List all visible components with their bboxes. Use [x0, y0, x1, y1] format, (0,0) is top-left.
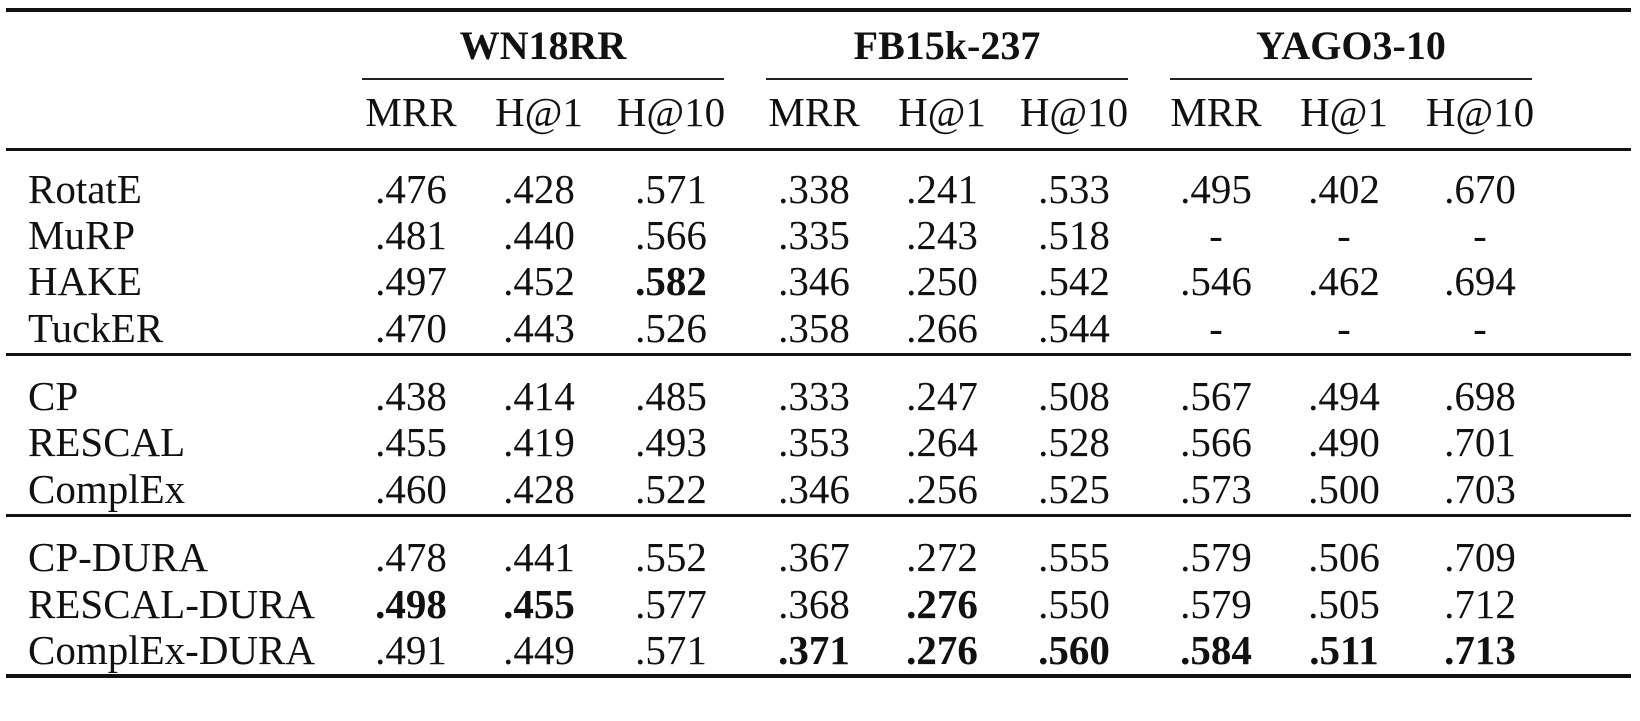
- table-cell: .522: [635, 466, 707, 512]
- table-cell: .526: [635, 305, 707, 351]
- metric-header: H@1: [1300, 89, 1388, 135]
- model-name: ComplEx-DURA: [28, 627, 315, 673]
- dataset-underline: [766, 78, 1128, 80]
- table-cell: .528: [1038, 419, 1110, 465]
- table-cell: .440: [503, 212, 575, 258]
- table-cell: .490: [1308, 419, 1380, 465]
- table-cell: .571: [635, 627, 707, 673]
- table-cell: .712: [1444, 581, 1516, 627]
- table-cell: .508: [1038, 373, 1110, 419]
- dataset-underline: [362, 78, 724, 80]
- metric-header: H@10: [1019, 89, 1129, 135]
- table-cell: .481: [375, 212, 447, 258]
- table-cell: .441: [503, 534, 575, 580]
- table-cell: -: [1337, 212, 1351, 258]
- table-cell: -: [1209, 212, 1223, 258]
- table-cell: .333: [778, 373, 850, 419]
- table-cell: .703: [1444, 466, 1516, 512]
- table-cell: .566: [635, 212, 707, 258]
- table-cell: .579: [1180, 581, 1252, 627]
- table-cell: .264: [906, 419, 978, 465]
- table-cell: .470: [375, 305, 447, 351]
- table-rule-2: [6, 353, 1631, 356]
- table-cell: .346: [778, 466, 850, 512]
- table-cell: .579: [1180, 534, 1252, 580]
- table-cell: .485: [635, 373, 707, 419]
- table-cell: .455: [503, 581, 575, 627]
- table-rule-4: [6, 674, 1631, 678]
- table-cell: .571: [635, 166, 707, 212]
- table-cell: .694: [1444, 258, 1516, 304]
- table-cell: .452: [503, 258, 575, 304]
- table-cell: .701: [1444, 419, 1516, 465]
- table-cell: .367: [778, 534, 850, 580]
- table-cell: .518: [1038, 212, 1110, 258]
- table-cell: .476: [375, 166, 447, 212]
- dataset-header: FB15k-237: [853, 23, 1041, 68]
- table-cell: .491: [375, 627, 447, 673]
- model-name: CP: [28, 373, 79, 419]
- table-cell: .250: [906, 258, 978, 304]
- table-cell: .247: [906, 373, 978, 419]
- table-cell: .495: [1180, 166, 1252, 212]
- table-cell: .371: [778, 627, 850, 673]
- dataset-header: WN18RR: [459, 23, 627, 68]
- table-cell: .241: [906, 166, 978, 212]
- table-cell: .276: [906, 581, 978, 627]
- model-name: CP-DURA: [28, 534, 208, 580]
- table-cell: .552: [635, 534, 707, 580]
- table-cell: .276: [906, 627, 978, 673]
- metric-header: H@10: [1425, 89, 1535, 135]
- metric-header: H@1: [898, 89, 986, 135]
- table-cell: .584: [1180, 627, 1252, 673]
- table-cell: .533: [1038, 166, 1110, 212]
- metric-header: MRR: [1170, 89, 1262, 135]
- table-cell: .577: [635, 581, 707, 627]
- table-cell: .346: [778, 258, 850, 304]
- table-cell: .256: [906, 466, 978, 512]
- table-cell: .462: [1308, 258, 1380, 304]
- table-cell: .567: [1180, 373, 1252, 419]
- model-name: RotatE: [28, 166, 142, 212]
- table-cell: .560: [1038, 627, 1110, 673]
- table-cell: .428: [503, 166, 575, 212]
- table-cell: .419: [503, 419, 575, 465]
- table-rule-0: [6, 8, 1631, 12]
- table-cell: .698: [1444, 373, 1516, 419]
- table-cell: .497: [375, 258, 447, 304]
- table-cell: -: [1473, 212, 1487, 258]
- model-name: MuRP: [28, 212, 136, 258]
- table-cell: .500: [1308, 466, 1380, 512]
- table-cell: .358: [778, 305, 850, 351]
- table-cell: .506: [1308, 534, 1380, 580]
- table-cell: .542: [1038, 258, 1110, 304]
- dataset-header: YAGO3-10: [1256, 23, 1446, 68]
- table-cell: .368: [778, 581, 850, 627]
- table-cell: -: [1473, 305, 1487, 351]
- table-cell: -: [1337, 305, 1351, 351]
- table-cell: .555: [1038, 534, 1110, 580]
- table-cell: .670: [1444, 166, 1516, 212]
- table-cell: .550: [1038, 581, 1110, 627]
- metric-header: H@10: [616, 89, 726, 135]
- dataset-underline: [1170, 78, 1532, 80]
- table-cell: .493: [635, 419, 707, 465]
- model-name: RESCAL: [28, 419, 186, 465]
- table-cell: .709: [1444, 534, 1516, 580]
- table-cell: .573: [1180, 466, 1252, 512]
- table-rule-1: [6, 148, 1631, 151]
- table-cell: .335: [778, 212, 850, 258]
- table-cell: .428: [503, 466, 575, 512]
- table-cell: .460: [375, 466, 447, 512]
- table-cell: .498: [375, 581, 447, 627]
- metric-header: MRR: [365, 89, 457, 135]
- table-cell: .353: [778, 419, 850, 465]
- model-name: HAKE: [28, 258, 142, 304]
- table-cell: .546: [1180, 258, 1252, 304]
- table-cell: .582: [635, 258, 707, 304]
- table-cell: .243: [906, 212, 978, 258]
- table-cell: .566: [1180, 419, 1252, 465]
- metric-header: MRR: [768, 89, 860, 135]
- table-cell: .478: [375, 534, 447, 580]
- table-cell: .402: [1308, 166, 1380, 212]
- model-name: ComplEx: [28, 466, 186, 512]
- model-name: RESCAL-DURA: [28, 581, 316, 627]
- table-cell: .544: [1038, 305, 1110, 351]
- table-cell: .338: [778, 166, 850, 212]
- table-cell: .713: [1444, 627, 1516, 673]
- table-cell: -: [1209, 305, 1223, 351]
- table-cell: .455: [375, 419, 447, 465]
- table-cell: .449: [503, 627, 575, 673]
- table-cell: .511: [1309, 627, 1379, 673]
- table-cell: .443: [503, 305, 575, 351]
- model-name: TuckER: [28, 305, 164, 351]
- table-cell: .525: [1038, 466, 1110, 512]
- table-cell: .494: [1308, 373, 1380, 419]
- table-cell: .505: [1308, 581, 1380, 627]
- table-cell: .266: [906, 305, 978, 351]
- table-rule-3: [6, 514, 1631, 517]
- table-cell: .414: [503, 373, 575, 419]
- table-cell: .438: [375, 373, 447, 419]
- table-cell: .272: [906, 534, 978, 580]
- metric-header: H@1: [495, 89, 583, 135]
